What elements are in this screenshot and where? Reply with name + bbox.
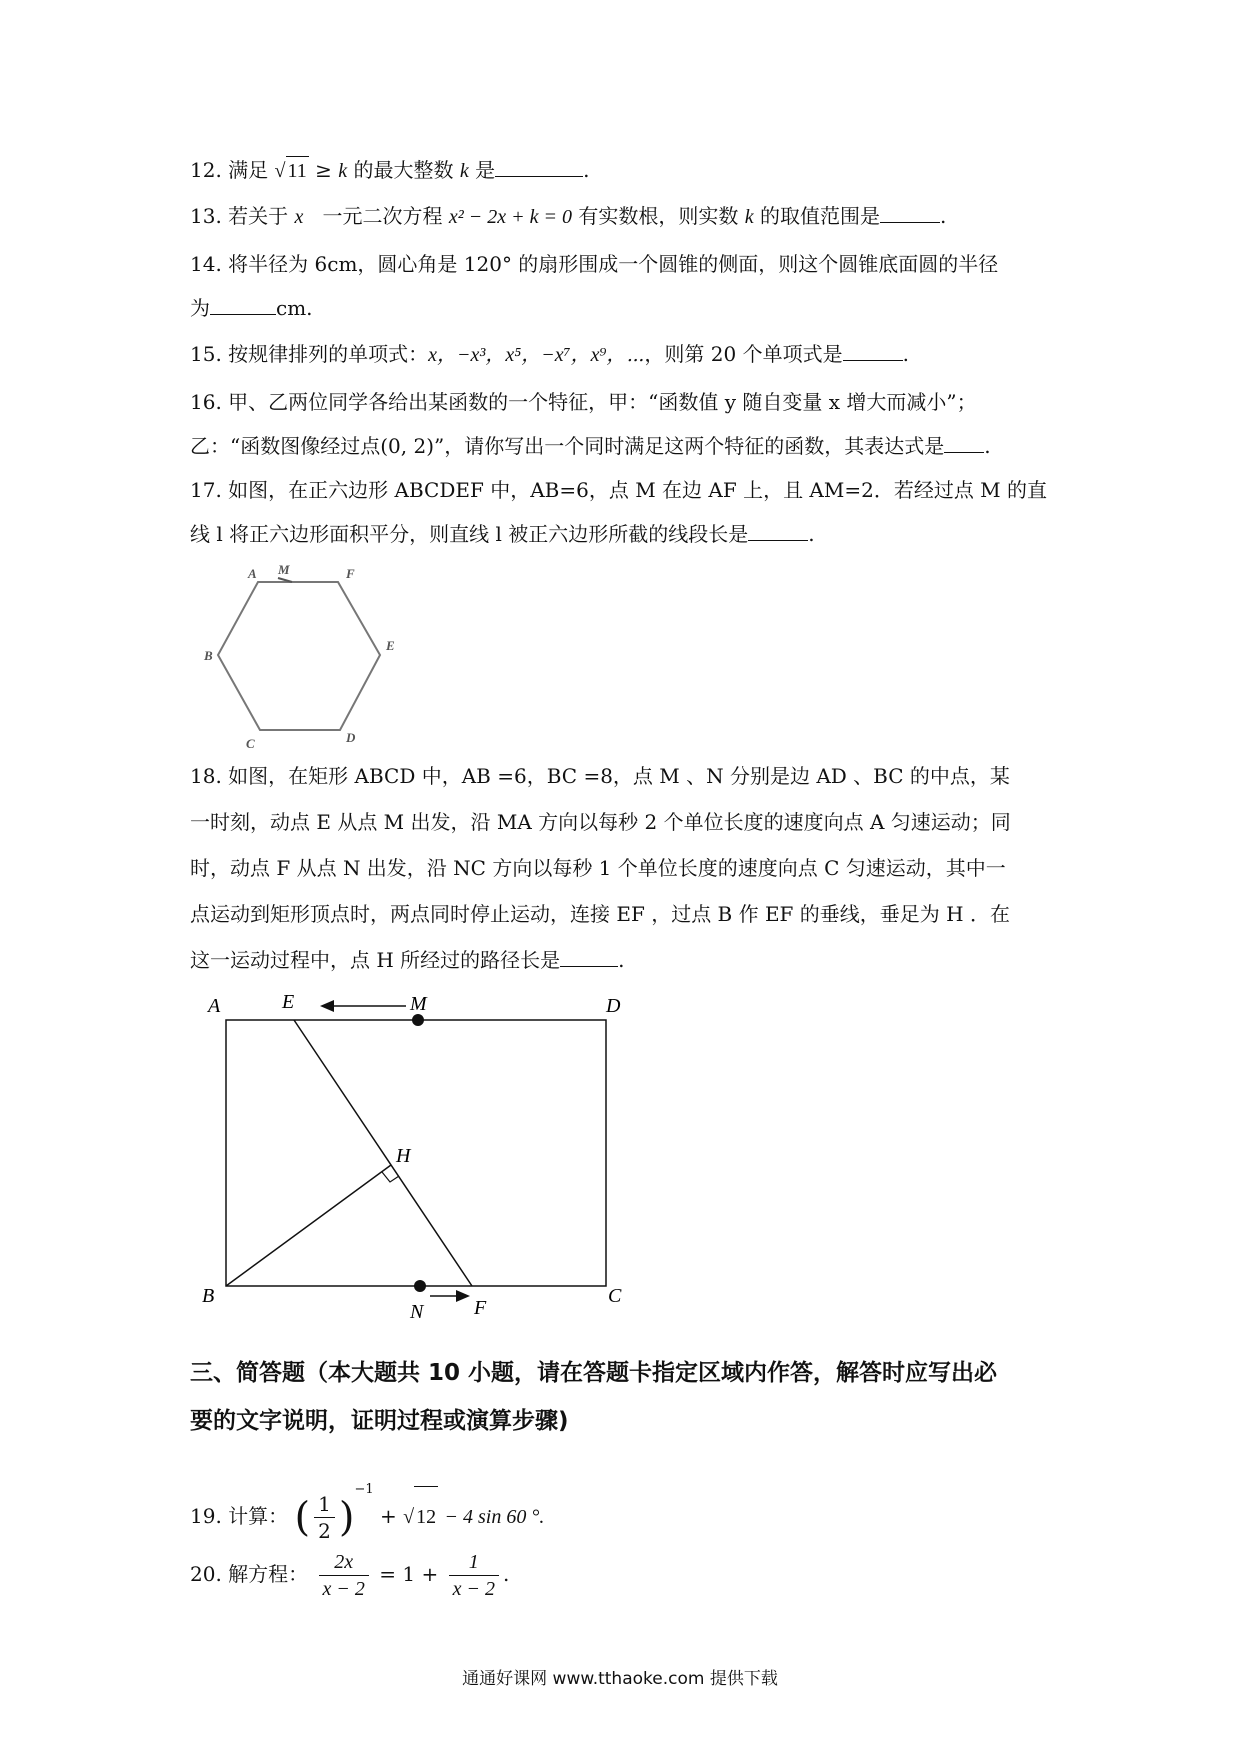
rectangle-abcd — [226, 1020, 606, 1286]
question-18-line5: 这一运动过程中，点 H 所经过的路径长是 . — [190, 948, 625, 972]
rect-label-a: A — [208, 995, 221, 1017]
answer-blank — [210, 294, 276, 315]
arrow-e-head — [320, 1000, 334, 1012]
answer-blank — [748, 520, 808, 541]
segment-bh — [226, 1165, 391, 1286]
answer-blank — [880, 202, 940, 223]
question-18-line3: 时，动点 F 从点 N 出发，沿 NC 方向以每秒 1 个单位长度的速度向点 C 匀速运动，其中一 — [190, 856, 1006, 880]
arrow-f-head — [456, 1290, 470, 1302]
question-18-line1: 18. 如图，在矩形 ABCD 中，AB =6，BC =8，点 M 、N 分别是边 AD 、BC 的中点，某 — [190, 764, 1010, 788]
hex-label-d: D — [346, 730, 356, 745]
answer-blank — [560, 946, 618, 967]
question-16-line1: 16. 甲、乙两位同学各给出某函数的一个特征，甲：“函数值 y 随自变量 x 增大而减小”； — [190, 390, 977, 414]
question-15: 15. 按规律排列的单项式：x，−x³，x⁵，−x⁷，x⁹，⋯，则第 20 个单项式是 . — [190, 342, 909, 366]
hexagon-shape — [218, 582, 380, 730]
rect-label-h: H — [396, 1145, 411, 1167]
answer-blank — [843, 340, 903, 361]
question-18-line4: 点运动到矩形顶点时，两点同时停止运动，连接 EF ，过点 B 作 EF 的垂线，垂足为 H ．在 — [190, 902, 1010, 926]
rect-label-e: E — [282, 991, 295, 1013]
question-17-line2: 线 l 将正六边形面积平分，则直线 l 被正六边形所截的线段长是 . — [190, 522, 815, 546]
rect-label-b: B — [202, 1285, 215, 1307]
rect-label-f: F — [474, 1297, 487, 1319]
rect-label-m: M — [410, 993, 427, 1015]
question-16-line2: 乙：“函数图像经过点(0, 2)”，请你写出一个同时满足这两个特征的函数，其表达式是 . — [190, 434, 991, 458]
hex-label-b: B — [204, 648, 213, 663]
question-13: 13. 若关于 x 一元二次方程 x² − 2x + k = 0 有实数根，则实数 k 的取值范围是 . — [190, 204, 947, 228]
rect-label-d: D — [606, 995, 621, 1017]
rectangle-figure — [190, 984, 650, 1324]
question-20: 20. 解方程： $\frac{2x}{x - 2}$ = 1 + $\frac{1}{x - 2}$ . — [190, 1551, 510, 1600]
question-14-line1: 14. 将半径为 6cm，圆心角是 120° 的扇形围成一个圆锥的侧面，则这个圆锥底面圆的半径 — [190, 252, 999, 276]
hex-label-m: M — [278, 562, 290, 577]
point-m-dot — [412, 1014, 424, 1026]
hex-label-e: E — [386, 638, 395, 653]
hex-label-a: A — [248, 566, 257, 581]
question-18-line2: 一时刻，动点 E 从点 M 出发，沿 MA 方向以每秒 2 个单位长度的速度向点 A 匀速运动；同 — [190, 810, 1011, 834]
point-n-dot — [414, 1280, 426, 1292]
answer-blank — [944, 432, 984, 453]
question-17-line1: 17. 如图，在正六边形 ABCDEF 中，AB=6，点 M 在边 AF 上，且 AM=2．若经过点 M 的直 — [190, 478, 1048, 502]
hex-label-f: F — [346, 566, 355, 581]
segment-ef — [294, 1020, 472, 1286]
hexagon-figure — [190, 560, 430, 750]
question-12: 12. 满足 √ 11 ≥ k 的最大整数 k 是 . — [190, 156, 589, 185]
section-3-heading-line1: 三、简答题（本大题共 10 小题，请在答题卡指定区域内作答，解答时应写出必 — [190, 1360, 998, 1386]
answer-blank — [495, 156, 583, 177]
question-19: 19. 计算： ( $\frac{1}{2}$ )$^{-1}$ + √ 12 − 4 sin 60 °. — [190, 1460, 544, 1548]
page-footer: 通通好课网 www.tthaoke.com 提供下载 — [462, 1669, 778, 1689]
rect-label-c: C — [608, 1285, 622, 1307]
rect-label-n: N — [410, 1301, 424, 1323]
section-3-heading-line2: 要的文字说明，证明过程或演算步骤) — [190, 1408, 569, 1434]
hex-label-c: C — [246, 736, 255, 750]
question-14-line2: 为 cm. — [190, 296, 313, 320]
